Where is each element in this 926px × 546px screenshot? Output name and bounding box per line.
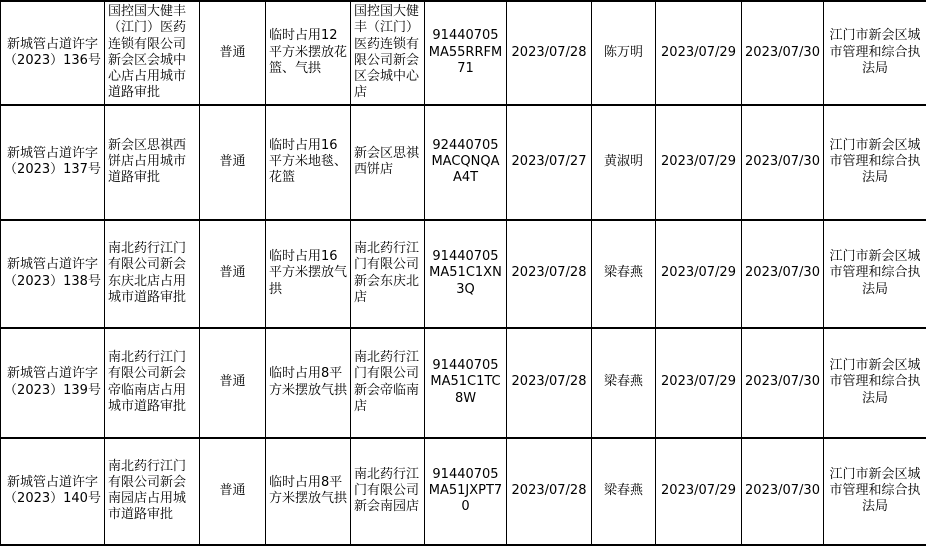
cell-valid-to: 2023/07/30 [742, 105, 824, 220]
cell-content: 临时占用16平方米地毯、花篮 [266, 105, 351, 220]
cell-decision-date: 2023/07/28 [507, 220, 592, 328]
cell-legal-person: 陈万明 [592, 1, 656, 105]
cell-holder-name: 国控国大健丰（江门）医药连锁有限公司新会区会城中心店 [351, 1, 425, 105]
cell-authority: 江门市新会区城市管理和综合执法局 [824, 328, 926, 438]
cell-decision-date: 2023/07/28 [507, 328, 592, 438]
cell-permit-number: 新城管占道许字（2023）139号 [1, 328, 105, 438]
cell-holder-name: 南北药行江门有限公司新会帝临南店 [351, 328, 425, 438]
cell-valid-from: 2023/07/29 [656, 438, 742, 545]
table-body [1, 1, 926, 545]
cell-type: 普通 [200, 220, 266, 328]
table-row [1, 220, 926, 328]
cell-legal-person: 梁春燕 [592, 438, 656, 545]
cell-permit-number: 新城管占道许字（2023）137号 [1, 105, 105, 220]
cell-decision-date: 2023/07/28 [507, 1, 592, 105]
cell-type: 普通 [200, 438, 266, 545]
cell-authority: 江门市新会区城市管理和综合执法局 [824, 1, 926, 105]
cell-valid-to: 2023/07/30 [742, 220, 824, 328]
table-row [1, 105, 926, 220]
cell-decision-date: 2023/07/28 [507, 438, 592, 545]
cell-project-name: 新会区思祺西饼店占用城市道路审批 [105, 105, 200, 220]
table-row [1, 1, 926, 105]
cell-project-name: 国控国大健丰（江门）医药连锁有限公司新会区会城中心店占用城市道路审批 [105, 1, 200, 105]
cell-credit-code: 91440705MA51JXPT70 [425, 438, 507, 545]
cell-content: 临时占用8平方米摆放气拱 [266, 328, 351, 438]
cell-type: 普通 [200, 105, 266, 220]
cell-holder-name: 南北药行江门有限公司新会东庆北店 [351, 220, 425, 328]
cell-project-name: 南北药行江门有限公司新会东庆北店占用城市道路审批 [105, 220, 200, 328]
cell-credit-code: 91440705MA51C1TC8W [425, 328, 507, 438]
cell-legal-person: 黄淑明 [592, 105, 656, 220]
table-row [1, 328, 926, 438]
cell-permit-number: 新城管占道许字（2023）138号 [1, 220, 105, 328]
cell-credit-code: 91440705MA55RRFM71 [425, 1, 507, 105]
cell-credit-code: 91440705MA51C1XN3Q [425, 220, 507, 328]
cell-legal-person: 梁春燕 [592, 328, 656, 438]
cell-project-name: 南北药行江门有限公司新会南园店占用城市道路审批 [105, 438, 200, 545]
cell-authority: 江门市新会区城市管理和综合执法局 [824, 438, 926, 545]
cell-holder-name: 南北药行江门有限公司新会南园店 [351, 438, 425, 545]
cell-legal-person: 梁春燕 [592, 220, 656, 328]
table-row [1, 438, 926, 545]
cell-type: 普通 [200, 1, 266, 105]
cell-holder-name: 新会区思祺西饼店 [351, 105, 425, 220]
cell-decision-date: 2023/07/27 [507, 105, 592, 220]
cell-valid-from: 2023/07/29 [656, 105, 742, 220]
cell-content: 临时占用8平方米摆放气拱 [266, 438, 351, 545]
cell-authority: 江门市新会区城市管理和综合执法局 [824, 220, 926, 328]
cell-project-name: 南北药行江门有限公司新会帝临南店占用城市道路审批 [105, 328, 200, 438]
cell-valid-to: 2023/07/30 [742, 438, 824, 545]
cell-valid-to: 2023/07/30 [742, 1, 824, 105]
cell-authority: 江门市新会区城市管理和综合执法局 [824, 105, 926, 220]
cell-valid-to: 2023/07/30 [742, 328, 824, 438]
cell-content: 临时占用12平方米摆放花篮、气拱 [266, 1, 351, 105]
cell-credit-code: 92440705MACQNQAA4T [425, 105, 507, 220]
cell-permit-number: 新城管占道许字（2023）140号 [1, 438, 105, 545]
cell-type: 普通 [200, 328, 266, 438]
cell-valid-from: 2023/07/29 [656, 220, 742, 328]
cell-valid-from: 2023/07/29 [656, 1, 742, 105]
cell-content: 临时占用16平方米摆放气拱 [266, 220, 351, 328]
cell-valid-from: 2023/07/29 [656, 328, 742, 438]
cell-permit-number: 新城管占道许字（2023）136号 [1, 1, 105, 105]
